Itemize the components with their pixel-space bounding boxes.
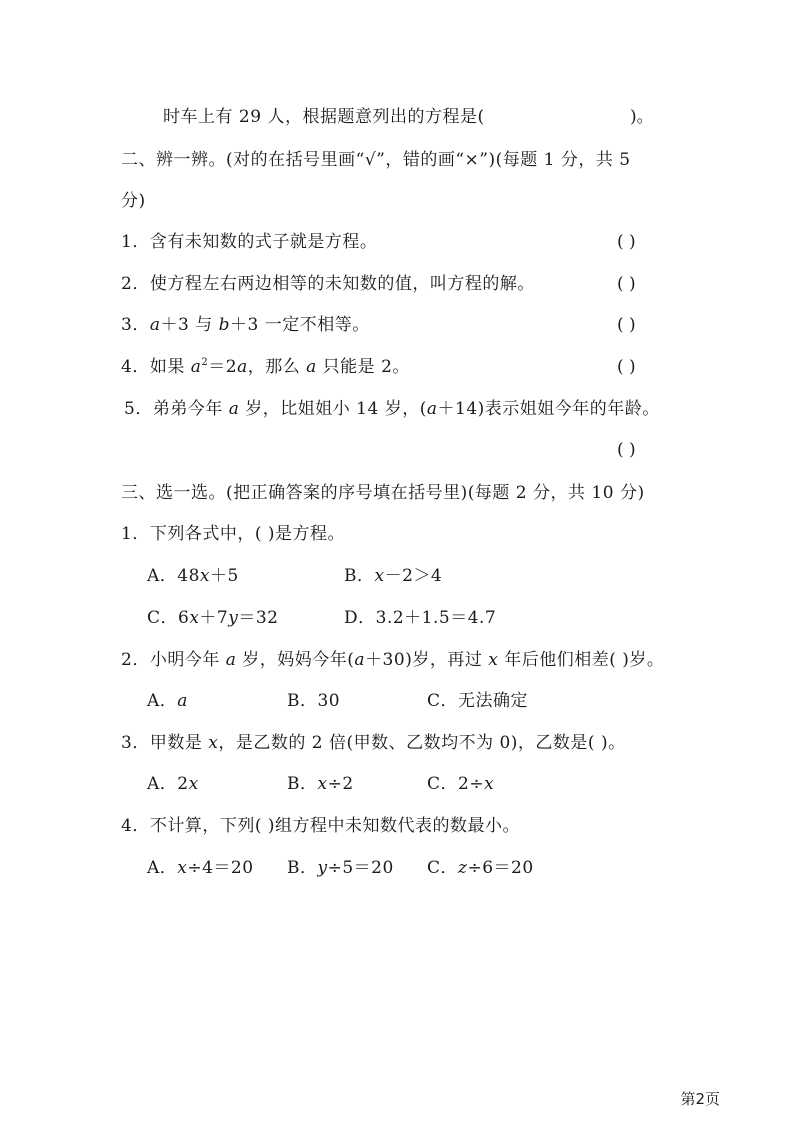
section3-heading: 三、选一选。(把正确答案的序号填在括号里)(每题 2 分，共 10 分)	[121, 483, 645, 503]
judge-answer-4[interactable]: ( )	[617, 357, 636, 377]
choice-q2-stem: 2．小明今年 a 岁，妈妈今年(a＋30)岁，再过 x 年后他们相差( )岁。	[121, 650, 665, 670]
choice-q1-option-a[interactable]: A．48x＋5	[147, 566, 239, 586]
section2-heading-cont: 分)	[121, 191, 146, 211]
judge-item-3: 3．a＋3 与 b＋3 一定不相等。	[121, 315, 370, 335]
page-number: 第2页	[680, 1090, 720, 1108]
choice-q4-option-a[interactable]: A．x÷4＝20	[147, 858, 254, 878]
judge-answer-2[interactable]: ( )	[617, 274, 636, 294]
section2-heading: 二、辨一辨。(对的在括号里画“√”，错的画“×”)(每题 1 分，共 5	[121, 150, 631, 170]
choice-q3-option-b[interactable]: B．x÷2	[287, 774, 354, 794]
choice-q2-option-a[interactable]: A．a	[147, 691, 188, 711]
judge-item-2: 2．使方程左右两边相等的未知数的值，叫方程的解。	[121, 274, 535, 294]
choice-q4-option-c[interactable]: C．z÷6＝20	[427, 858, 534, 878]
carryover-line: 时车上有 29 人，根据题意列出的方程是(	[163, 107, 485, 127]
judge-item-1: 1．含有未知数的式子就是方程。	[121, 232, 378, 252]
choice-q3-option-c[interactable]: C．2÷x	[427, 774, 495, 794]
choice-q2-option-c[interactable]: C．无法确定	[427, 691, 529, 711]
judge-item-5: 5．弟弟今年 a 岁，比姐姐小 14 岁，(a＋14)表示姐姐今年的年龄。	[124, 399, 660, 419]
choice-q1-option-d[interactable]: D．3.2＋1.5＝4.7	[344, 608, 497, 628]
judge-answer-1[interactable]: ( )	[617, 232, 636, 252]
choice-q1-option-c[interactable]: C．6x＋7y＝32	[147, 608, 279, 628]
choice-q4-option-b[interactable]: B．y÷5＝20	[287, 858, 394, 878]
choice-q4-stem: 4．不计算，下列( )组方程中未知数代表的数最小。	[121, 816, 520, 836]
judge-answer-3[interactable]: ( )	[617, 315, 636, 335]
choice-q3-stem: 3．甲数是 x，是乙数的 2 倍(甲数、乙数均不为 0)，乙数是( )。	[121, 733, 626, 753]
choice-q2-option-b[interactable]: B．30	[287, 691, 341, 711]
choice-q1-stem: 1．下列各式中，( )是方程。	[121, 524, 345, 544]
judge-answer-5[interactable]: ( )	[617, 440, 636, 460]
carryover-answer-close: )。	[630, 107, 654, 127]
choice-q1-option-b[interactable]: B．x－2＞4	[344, 566, 443, 586]
choice-q3-option-a[interactable]: A．2x	[147, 774, 199, 794]
judge-item-4: 4．如果 $a^2=2a$，那么 a 只能是 2。	[121, 357, 410, 377]
